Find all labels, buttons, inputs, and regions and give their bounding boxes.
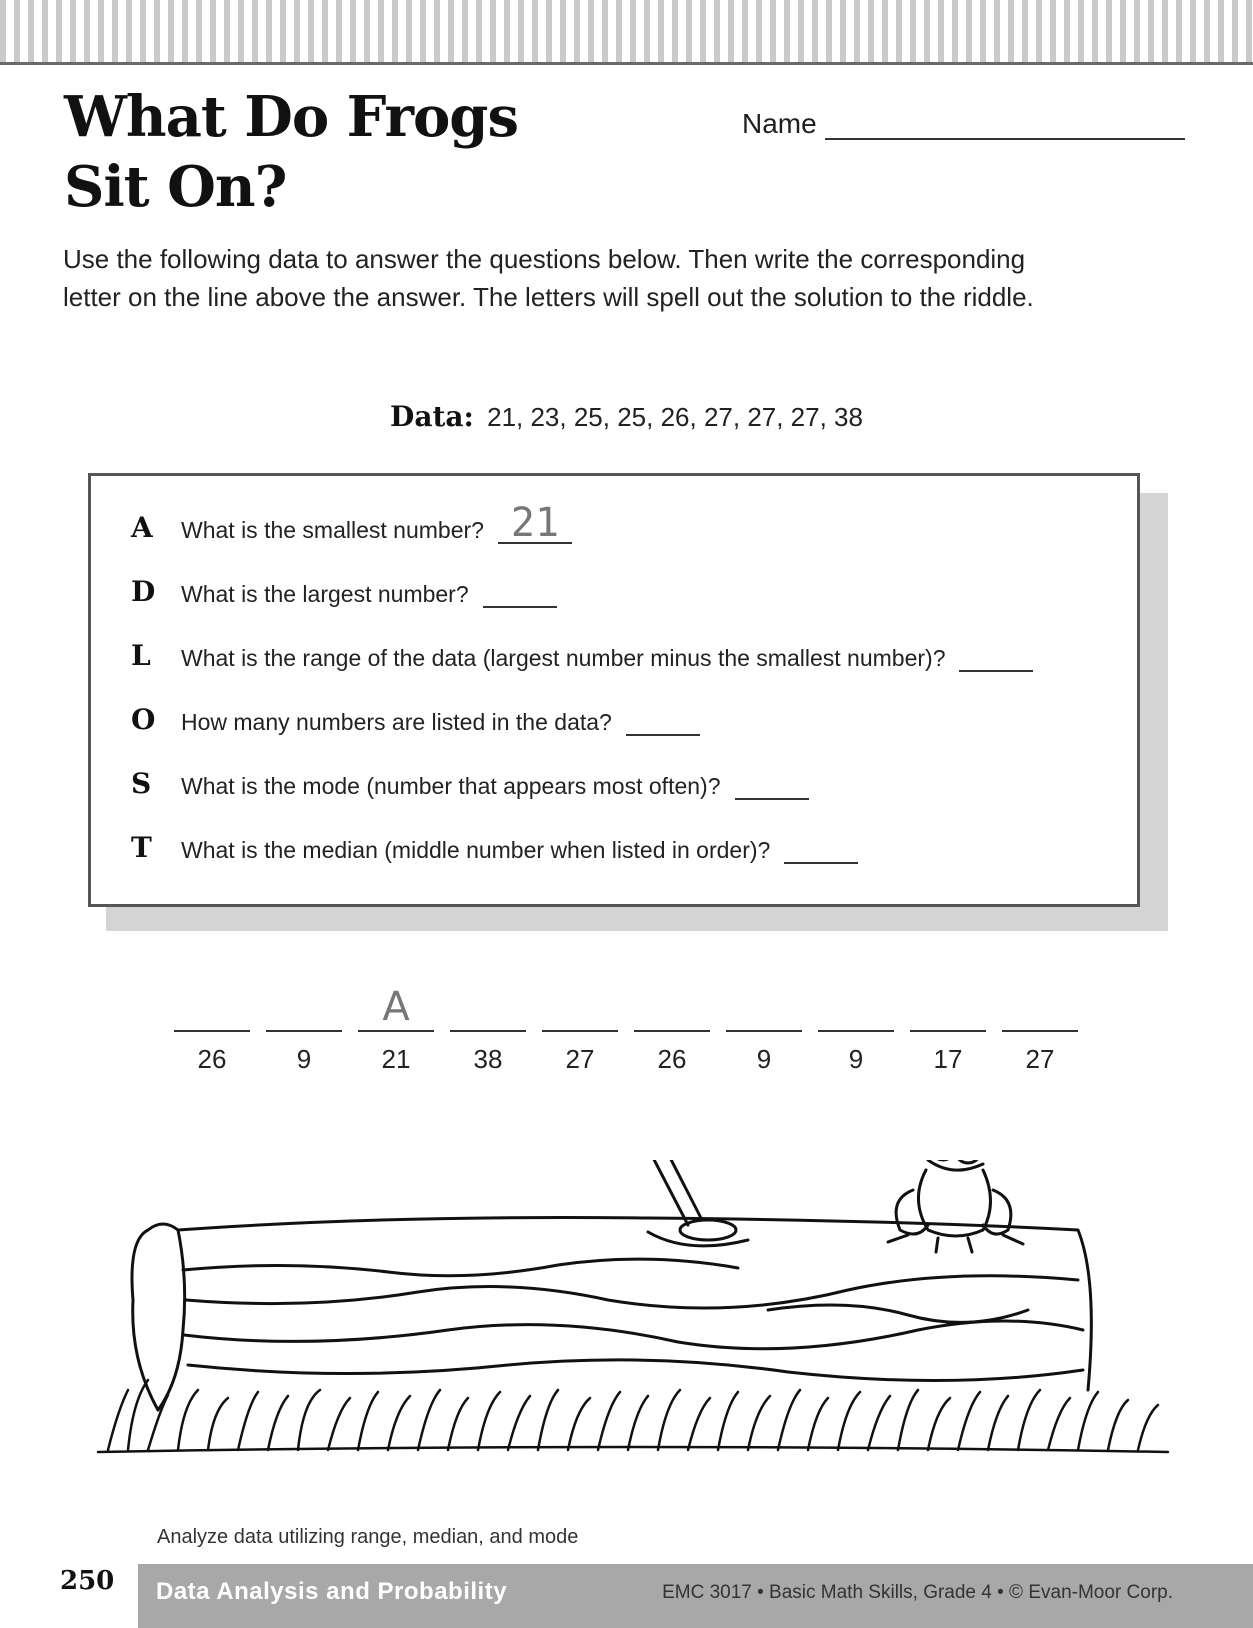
question-letter: T: [131, 831, 152, 864]
question-letter: D: [131, 575, 156, 608]
skill-note: Analyze data utilizing range, median, and mode: [157, 1526, 579, 1548]
question-text: What is the mode (number that appears most often)?: [181, 773, 721, 799]
riddle-letter: [818, 984, 894, 1032]
data-row: [0, 400, 1253, 433]
section-title: Data Analysis and Probability: [156, 1578, 508, 1605]
riddle-letter: [266, 984, 342, 1032]
answer-value: 21: [510, 500, 560, 546]
riddle-number: 9: [756, 1044, 772, 1074]
question-text: What is the range of the data (largest number minus the smallest number)?: [181, 645, 946, 671]
question-text: How many numbers are listed in the data?: [181, 709, 612, 735]
riddle-number: 26: [197, 1044, 227, 1074]
riddle-number: 27: [1025, 1044, 1055, 1074]
question-letter: O: [131, 703, 156, 736]
riddle-blank[interactable]: [634, 984, 710, 1075]
answer-blank-d[interactable]: [483, 568, 557, 608]
question-row-l: [131, 632, 1033, 672]
page-title: [64, 82, 518, 222]
frog-icon: [888, 1160, 1023, 1252]
question-row-d: [131, 568, 557, 608]
question-text: What is the median (middle number when listed in order)?: [181, 837, 771, 863]
answer-blank-s[interactable]: [735, 760, 809, 800]
answer-blank-a[interactable]: [498, 500, 572, 546]
question-row-t: [131, 824, 858, 864]
title-line-2: Sit On?: [64, 154, 287, 220]
riddle-number: 9: [848, 1044, 864, 1074]
top-rule: [0, 62, 1253, 65]
question-row-o: [131, 696, 700, 736]
data-values: 21, 23, 25, 25, 26, 27, 27, 27, 38: [487, 402, 863, 432]
riddle-letter: [634, 984, 710, 1032]
grass-icon: [98, 1380, 1168, 1452]
question-row-a: [131, 500, 572, 546]
riddle-number: 21: [381, 1044, 411, 1074]
instructions: Use the following data to answer the questions below. Then write the corresponding letter on the line above the answer. The letters will spell out the solution to the riddle.: [63, 244, 1034, 312]
top-stripe-border: [0, 0, 1253, 62]
riddle-blank[interactable]: [358, 984, 434, 1075]
question-row-s: [131, 760, 809, 800]
riddle-letter: [910, 984, 986, 1032]
riddle-blank[interactable]: [174, 984, 250, 1075]
riddle-answer-row: [174, 984, 1094, 1075]
name-label: Name: [742, 108, 817, 139]
answer-blank-o[interactable]: [626, 696, 700, 736]
question-letter: L: [131, 639, 151, 672]
riddle-letter: A: [358, 984, 434, 1032]
riddle-blank[interactable]: [542, 984, 618, 1075]
riddle-letter: [450, 984, 526, 1032]
frog-on-log-illustration: [88, 1160, 1188, 1460]
riddle-blank[interactable]: [450, 984, 526, 1075]
question-text: What is the largest number?: [181, 581, 469, 607]
answer-blank-l[interactable]: [959, 632, 1033, 672]
riddle-letter: [1002, 984, 1078, 1032]
name-blank[interactable]: [825, 108, 1185, 140]
riddle-letter: [542, 984, 618, 1032]
riddle-number: 27: [565, 1044, 595, 1074]
question-letter: S: [131, 767, 152, 800]
riddle-number: 17: [933, 1044, 963, 1074]
answer-blank-t[interactable]: [784, 824, 858, 864]
riddle-blank[interactable]: [1002, 984, 1078, 1075]
question-letter: A: [131, 511, 153, 544]
riddle-blank[interactable]: [910, 984, 986, 1075]
riddle-number: 38: [473, 1044, 503, 1074]
riddle-number: 26: [657, 1044, 687, 1074]
data-label: Data:: [390, 400, 474, 433]
name-field-row: [742, 108, 1185, 140]
riddle-blank[interactable]: [726, 984, 802, 1075]
question-box: [88, 473, 1140, 907]
riddle-blank[interactable]: [818, 984, 894, 1075]
question-text: What is the smallest number?: [181, 517, 484, 543]
page-number: 250: [60, 1566, 115, 1596]
riddle-letter: [726, 984, 802, 1032]
riddle-blank[interactable]: [266, 984, 342, 1075]
riddle-number: 9: [296, 1044, 312, 1074]
stick-icon: [648, 1160, 702, 1225]
publisher-credit: EMC 3017 • Basic Math Skills, Grade 4 • © Evan-Moor Corp.: [662, 1582, 1173, 1603]
title-line-1: What Do Frogs: [64, 84, 518, 150]
riddle-letter: [174, 984, 250, 1032]
log-icon: [132, 1218, 1091, 1411]
footer-bar: [138, 1564, 1253, 1628]
